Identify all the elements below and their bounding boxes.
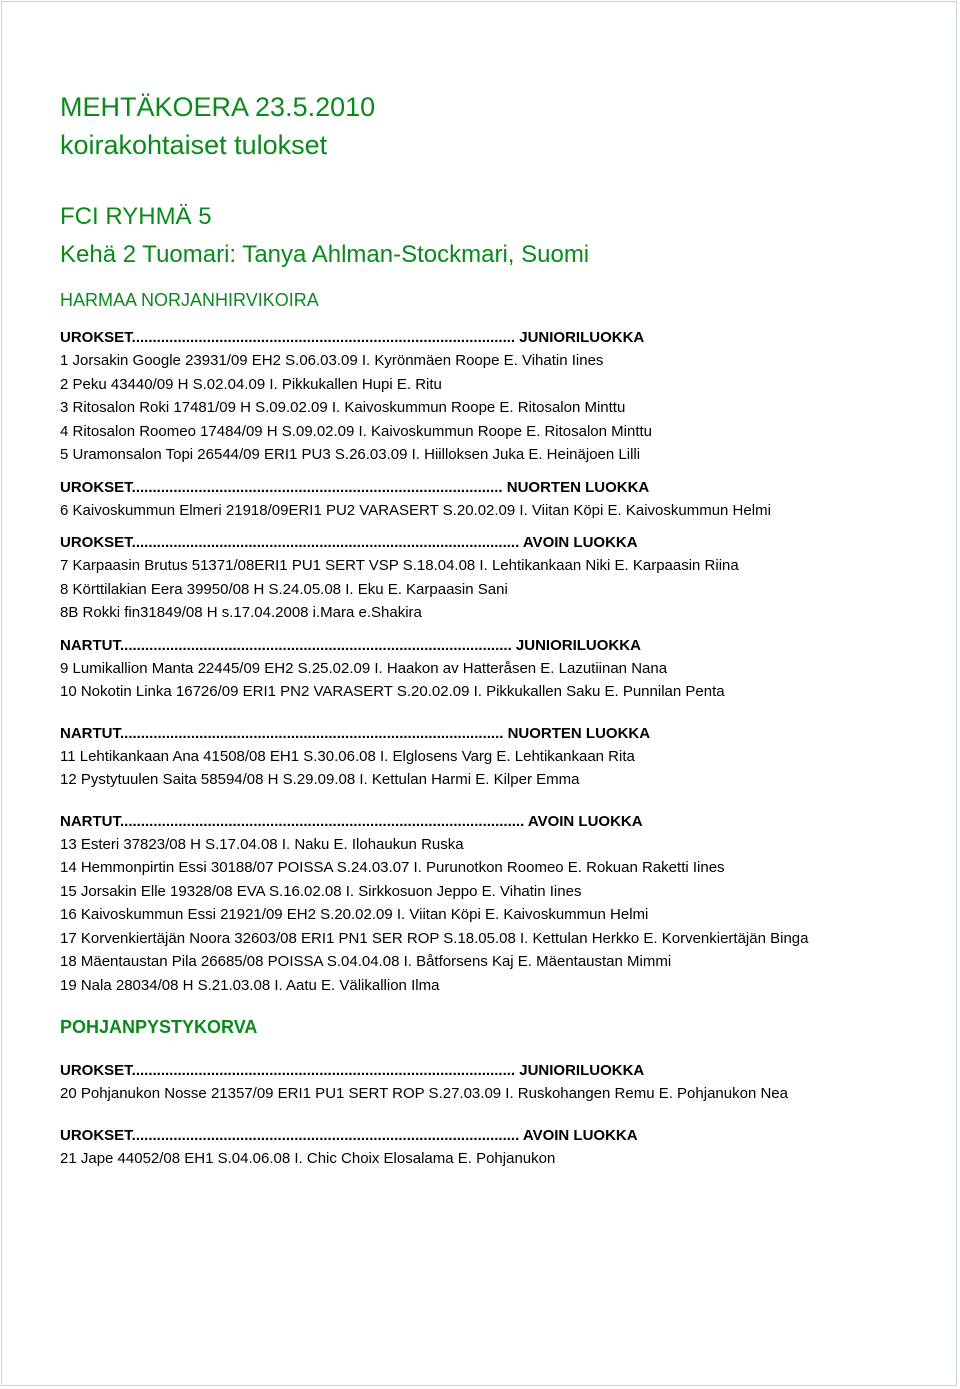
result-entry: 18 Mäentaustan Pila 26685/08 POISSA S.04.04.08 I. Båtforsens Kaj E. Mäentaustan Mimmi [60,953,672,970]
class-heading: UROKSET............................................................................................. AVOIN LUOKKA [60,534,638,551]
ring-judge: Kehä 2 Tuomari: Tanya Ahlman-Stockmari, Suomi [60,241,590,268]
result-entry: 12 Pystytuulen Saita 58594/08 H S.29.09.08 I. Kettulan Harmi E. Kilper Emma [60,771,580,788]
result-entry: 1 Jorsakin Google 23931/09 EH2 S.06.03.09 I. Kyrönmäen Roope E. Vihatin Iines [60,352,604,369]
breed-heading: POHJANPYSTYKORVA [60,1017,258,1037]
class-heading: NARTUT............................................................................................ NUORTEN LUOKKA [60,724,651,742]
result-entry: 17 Korvenkiertäjän Noora 32603/08 ERI1 PN1 SER ROP S.18.05.08 I. Kettulan Herkko E. Korvenkiertäjän Binga [60,929,809,947]
class-heading: UROKSET............................................................................................ JUNIORILUOKKA [60,1062,645,1079]
result-entry: 13 Esteri 37823/08 H S.17.04.08 I. Naku E. Ilohaukun Ruska [60,835,464,853]
breed-heading: HARMAA NORJANHIRVIKOIRA [60,290,319,310]
result-entry: 6 Kaivoskummun Elmeri 21918/09ERI1 PU2 VARASERT S.20.02.09 I. Viitan Köpi E. Kaivoskummun Helmi [60,501,771,519]
result-entry: 19 Nala 28034/08 H S.21.03.08 I. Aatu E. Välikallion Ilma [60,976,440,994]
result-entry: 11 Lehtikankaan Ana 41508/08 EH1 S.30.06.08 I. Elglosens Varg E. Lehtikankaan Rita [60,747,635,765]
class-heading: NARTUT................................................................................................. AVOIN LUOKKA [60,812,643,830]
result-entry: 3 Ritosalon Roki 17481/09 H S.09.02.09 I. Kaivoskummun Roope E. Ritosalon Minttu [60,399,626,416]
result-entry: 16 Kaivoskummun Essi 21921/09 EH2 S.20.02.09 I. Viitan Köpi E. Kaivoskummun Helmi [60,906,649,923]
result-entry: 5 Uramonsalon Topi 26544/09 ERI1 PU3 S.26.03.09 I. Hiilloksen Juka E. Heinäjoen Lilli [60,446,641,463]
result-entry: 8 Körttilakian Eera 39950/08 H S.24.05.08 I. Eku E. Karpaasin Sani [60,580,508,598]
result-entry: 10 Nokotin Linka 16726/09 ERI1 PN2 VARASERT S.20.02.09 I. Pikkukallen Saku E. Punnilan Penta [60,683,725,700]
result-entry: 20 Pohjanukon Nosse 21357/09 ERI1 PU1 SERT ROP S.27.03.09 I. Ruskohangen Remu E. Pohjanukon Nea [60,1085,788,1102]
class-heading: NARTUT.............................................................................................. JUNIORILUOKKA [60,636,641,654]
document-body [60,88,860,1170]
result-entry: 9 Lumikallion Manta 22445/09 EH2 S.25.02.09 I. Haakon av Hatteråsen E. Lazutiinan Nana [60,659,668,677]
result-entry: 2 Peku 43440/09 H S.02.04.09 I. Pikkukallen Hupi E. Ritu [60,375,442,393]
result-entry: 14 Hemmonpirtin Essi 30188/07 POISSA S.24.03.07 I. Purunotkon Roomeo E. Rokuan Raketti Iines [60,859,725,876]
result-entry: 8B Rokki fin31849/08 H s.17.04.2008 i.Mara e.Shakira [60,604,422,621]
class-heading: UROKSET............................................................................................ JUNIORILUOKKA [60,329,645,346]
class-heading: UROKSET......................................................................................... NUORTEN LUOKKA [60,478,650,496]
event-title: MEHTÄKOERA 23.5.2010 [60,92,376,122]
result-entry: 15 Jorsakin Elle 19328/08 EVA S.16.02.08 I. Sirkkosuon Jeppo E. Vihatin Iines [60,882,582,900]
event-subtitle: koirakohtaiset tulokset [60,130,328,160]
result-entry: 7 Karpaasin Brutus 51371/08ERI1 PU1 SERT VSP S.18.04.08 I. Lehtikankaan Niki E. Karpaasin Riina [60,557,739,574]
class-heading: UROKSET............................................................................................. AVOIN LUOKKA [60,1126,638,1144]
result-entry: 21 Jape 44052/08 EH1 S.04.06.08 I. Chic Choix Elosalama E. Pohjanukon [60,1149,556,1167]
group-title: FCI RYHMÄ 5 [60,203,212,230]
result-entry: 4 Ritosalon Roomeo 17484/09 H S.09.02.09 I. Kaivoskummun Roope E. Ritosalon Minttu [60,422,653,440]
